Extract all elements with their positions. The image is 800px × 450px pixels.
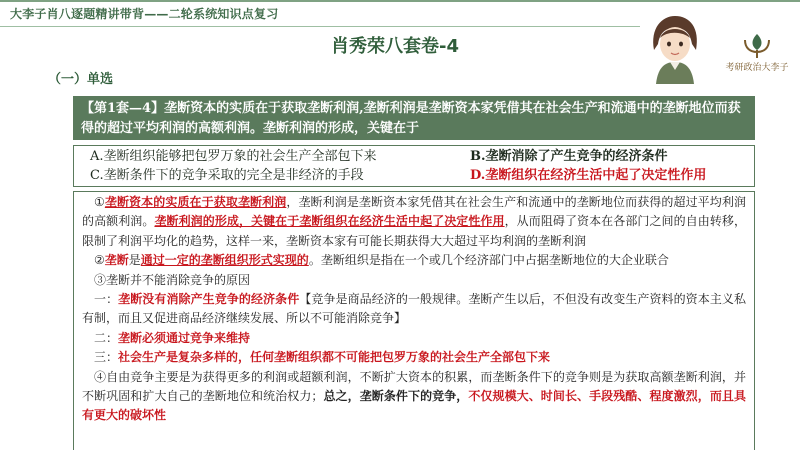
point-number: ① — [94, 195, 105, 209]
highlight-text: 垄断利润的形成，关键在于垄断组织在经济生活中起了决定性作用 — [154, 214, 505, 229]
options-box — [73, 145, 755, 187]
reason-number: 一： — [94, 292, 119, 307]
logo-text: 考研政治大李子 — [725, 63, 789, 73]
section-label: （一）单选 — [48, 72, 114, 87]
body-text: ④自由竞争主要是为获得更多的利润或超额利润，不断扩大资本的积累，而垄断条件下的竞争则是为获取高额垄断利润，并不断巩固和扩大自己的垄断地位和统治权力； — [82, 369, 746, 404]
option-a[interactable]: A.垄断组织能够把包罗万象的社会生产全部包下来 — [90, 149, 377, 164]
highlight-text: 垄断资本的实质在于获取垄断利润 — [104, 195, 287, 209]
avatar — [640, 10, 710, 84]
body-text: ，垄断利润是垄断资本家凭借其在社会生产和流通中的垄断地位而获得的超过平均利润的高额利润。 — [82, 195, 746, 229]
highlight-text: 社会生产是复杂多样的，任何垄断组织都不可能把包罗万象的社会生产全部包下来 — [118, 350, 551, 365]
highlight-text: 垄断 — [104, 253, 129, 268]
body-text: ，从而阻碍了资本在各部门之间的自由转移，限制了利润平均化的趋势，这样一来，垄断资本家有可能长期获得大大超过平均利润的垄断利润 — [82, 214, 746, 248]
analysis-point-2 — [82, 251, 746, 270]
analysis-reason-3 — [82, 348, 746, 367]
highlight-text: 不仅规模大、时间长、手段残酷、程度激烈，而且具有更大的破坏性 — [82, 389, 746, 423]
reason-number: 二： — [94, 330, 119, 345]
analysis-reason-1 — [82, 290, 746, 329]
analysis-box — [73, 191, 755, 450]
body-text: 【竞争是商品经济的一般规律。垄断产生以后，不但没有改变生产资料的资本主义私有制，而且又促进商品经济继续发展、所以不可能消除竞争】 — [82, 292, 746, 326]
highlight-text: 垄断没有消除产生竞争的经济条件 — [118, 292, 300, 307]
body-text: 。垄断组织是指在一个或几个经济部门中占据垄断地位的大企业联合 — [308, 253, 669, 268]
analysis-point-1 — [82, 193, 746, 251]
series-title: 大李子肖八逐题精讲带背——二轮系统知识点复习 — [10, 7, 279, 21]
body-text: 是 — [128, 253, 141, 268]
top-accent-line — [0, 0, 800, 2]
page-title: 肖秀荣八套卷-4 — [331, 36, 459, 57]
option-d-correct[interactable]: D.垄断组织在经济生活中起了决定性作用 — [470, 168, 707, 183]
point-number: ② — [94, 253, 105, 268]
option-c[interactable]: C.垄断条件下的竞争采取的完全是非经济的手段 — [90, 168, 364, 183]
brand-logo — [718, 30, 796, 74]
analysis-point-3: ③垄断并不能消除竞争的原因 — [94, 272, 251, 287]
header-divider — [0, 26, 640, 27]
question-stem: 【第1套—4】垄断资本的实质在于获取垄断利润,垄断利润是垄断资本家凭借其在社会生产和流通中的垄断地位而获得的超过平均利润的高额利润。垄断利润的形成，关键在于 — [73, 96, 755, 140]
summary-text: 总之，垄断条件下的竞争， — [323, 389, 469, 404]
highlight-text: 通过一定的垄断组织形式实现的 — [140, 253, 309, 268]
analysis-point-4 — [82, 368, 746, 426]
highlight-text: 垄断必须通过竞争来维持 — [118, 330, 251, 345]
reason-number: 三： — [94, 350, 119, 365]
option-b[interactable]: B.垄断消除了产生竞争的经济条件 — [470, 149, 668, 164]
analysis-reason-2 — [82, 329, 746, 348]
